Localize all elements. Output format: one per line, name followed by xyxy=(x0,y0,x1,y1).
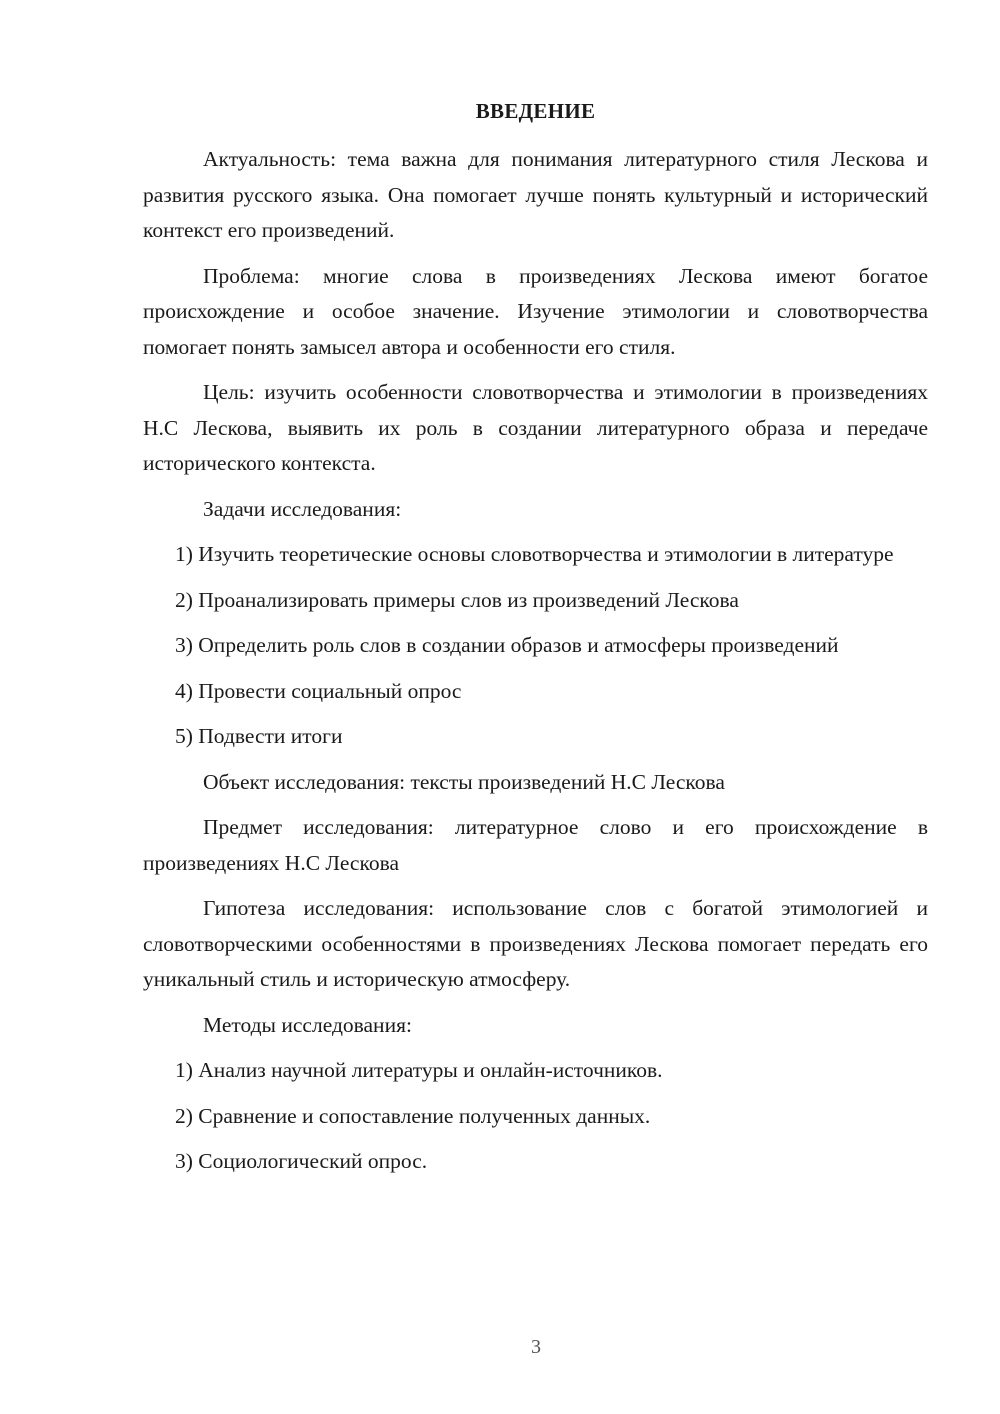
task-item-5: 5) Подвести итоги xyxy=(175,724,343,748)
paragraph-relevance: Актуальность: тема важна для понимания литературного стиля Лескова и развития русского языка. Она помогает лучше понять культурный и исторический контекст его произведений. xyxy=(143,147,928,242)
task-item-1: 1) Изучить теоретические основы словотворчества и этимологии в литературе xyxy=(175,542,894,566)
task-item-2: 2) Проанализировать примеры слов из произведений Лескова xyxy=(175,587,739,612)
tasks-heading: Задачи исследования: xyxy=(203,496,402,521)
paragraph-goal: Цель: изучить особенности словотворчества и этимологии в произведениях Н.С Лескова, выявить их роль в создании литературного образа и передаче исторического контекста. xyxy=(143,380,928,475)
paragraph-problem: Проблема: многие слова в произведениях Лескова имеют богатое происхождение и особое значение. Изучение этимологии и словотворчества помогает понять замысел автора и особенности его стиля. xyxy=(143,263,928,359)
page-title: ВВЕДЕНИЕ xyxy=(475,99,596,123)
method-item-3: 3) Социологический опрос. xyxy=(175,1149,428,1173)
method-item-2: 2) Сравнение и сопоставление полученных данных. xyxy=(175,1103,651,1128)
methods-heading: Методы исследования: xyxy=(203,1012,412,1037)
page-number: 3 xyxy=(531,1336,541,1358)
paragraph-subject: Предмет исследования: литературное слово и его происхождение в произведениях Н.С Лескова xyxy=(143,815,928,875)
paragraph-object: Объект исследования: тексты произведений Н.С Лескова xyxy=(203,769,725,794)
task-item-3: 3) Определить роль слов в создании образов и атмосферы произведений xyxy=(175,633,839,657)
task-item-4: 4) Провести социальный опрос xyxy=(175,678,462,703)
paragraph-hypothesis: Гипотеза исследования: использование слов с богатой этимологией и словотворческими особенностями в произведениях Лескова помогает передать его уникальный стиль и историческую атмосферу. xyxy=(143,896,928,991)
method-item-1: 1) Анализ научной литературы и онлайн-источников. xyxy=(175,1058,663,1082)
body-text xyxy=(143,142,928,1190)
